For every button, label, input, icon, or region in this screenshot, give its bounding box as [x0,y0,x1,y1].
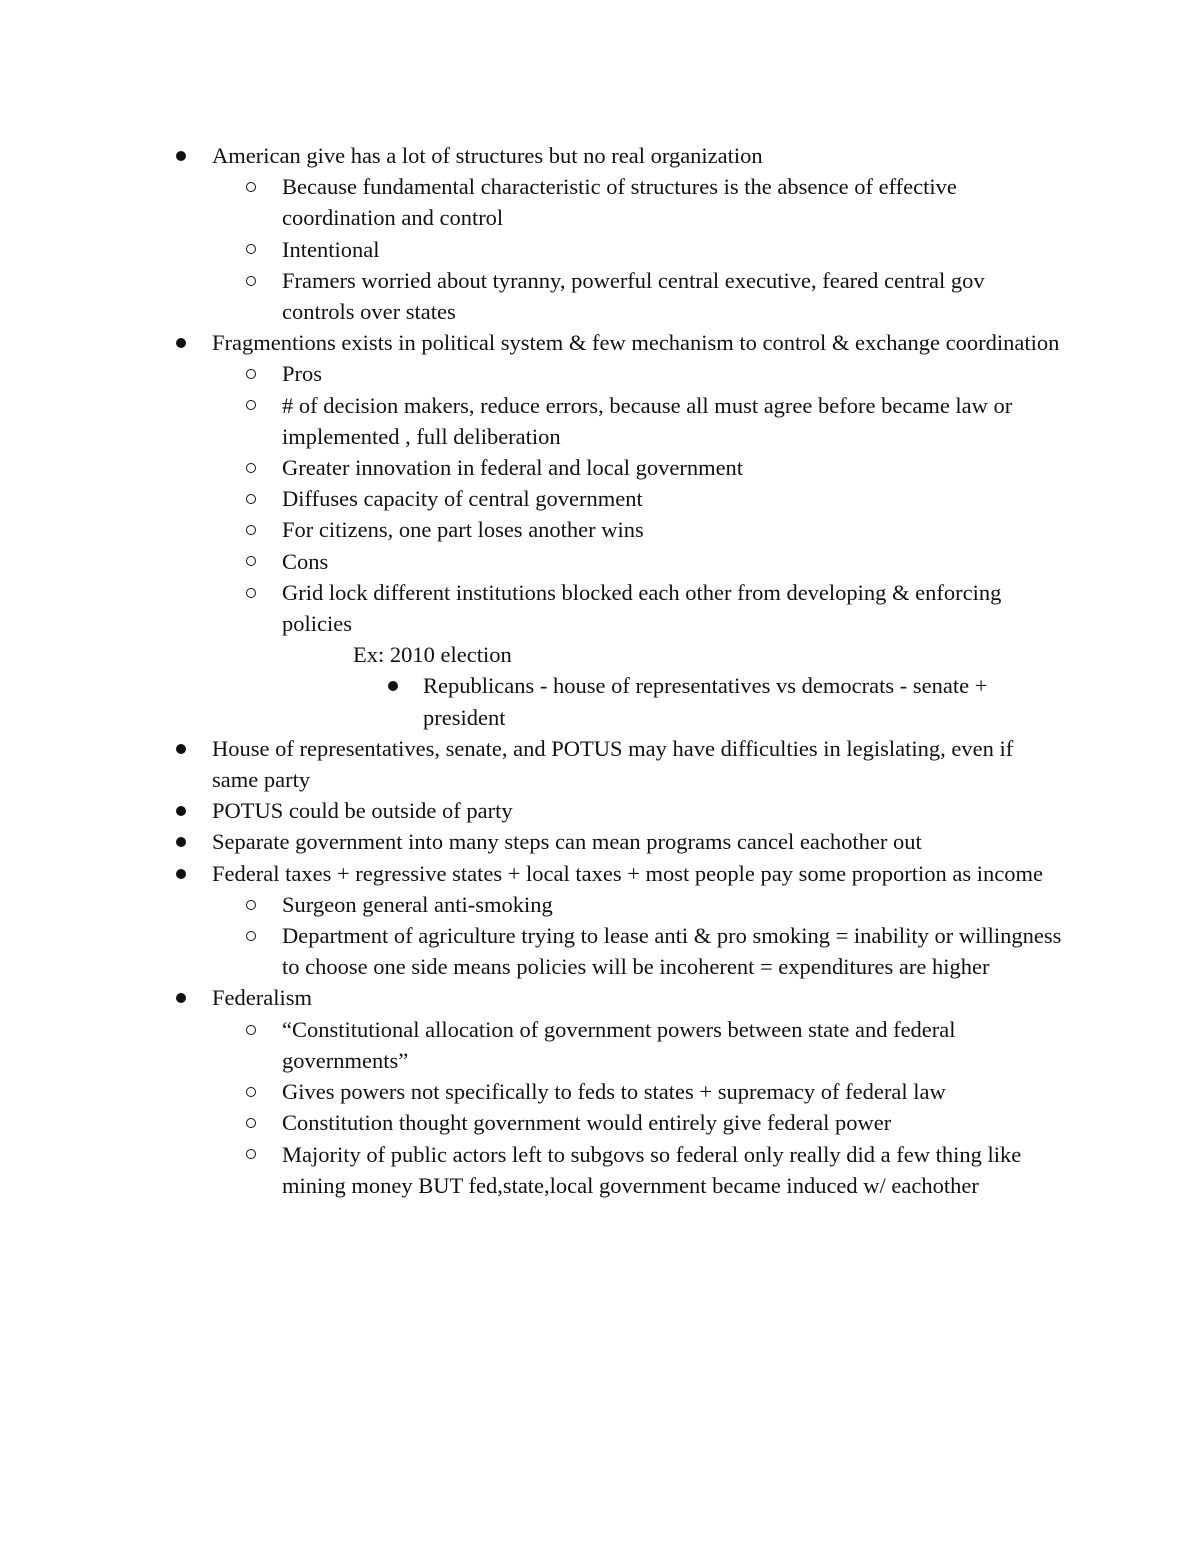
hollow-bullet-icon [246,514,256,545]
list-item-text: Majority of public actors left to subgovs so federal only really did a few thing like mining money BUT fed,state,local government became induced w/ eachother [282,1141,1022,1198]
filled-bullet-icon [176,982,186,1013]
filled-bullet-icon [176,826,186,857]
list-item [0,358,1062,389]
list-item [0,171,1062,233]
notes-list [0,140,1200,1201]
list-item-text: Department of agriculture trying to lease anti & pro smoking = inability or willingness to choose one side means policies will be incoherent = expenditures are higher [282,923,1062,980]
filled-bullet-icon [176,795,186,826]
list-item-text: Surgeon general anti-smoking [282,891,553,917]
list-item [0,826,1062,857]
list-item-text: # of decision makers, reduce errors, because all must agree before became law or implemented , full deliberation [282,392,1013,449]
list-item [0,982,1062,1013]
hollow-bullet-icon [246,358,256,389]
list-item [0,265,1062,327]
hollow-bullet-icon [246,577,256,608]
hollow-bullet-icon [246,1107,256,1138]
list-item-text: Pros [282,361,323,387]
list-item [0,546,1062,577]
list-item [0,1107,1062,1138]
hollow-bullet-icon [246,889,256,920]
list-item-text: Gives powers not specifically to feds to states + supremacy of federal law [282,1079,946,1105]
hollow-bullet-icon [246,265,256,296]
list-item [0,140,1062,171]
filled-bullet-icon [388,670,398,701]
hollow-bullet-icon [246,1076,256,1107]
list-item [0,920,1062,982]
list-item [0,670,1063,732]
list-item [0,858,1062,889]
hollow-bullet-icon [246,546,256,577]
list-item [0,889,1062,920]
list-item-text: Framers worried about tyranny, powerful central executive, feared central gov controls over states [282,267,985,325]
hollow-bullet-icon [246,171,256,202]
list-item-text: American give has a lot of structures but no real organization [212,143,763,168]
list-item-text: POTUS could be outside of party [212,798,513,824]
list-item [0,483,1062,514]
list-item [0,1014,1062,1076]
list-item [0,234,1062,265]
list-item-text: Ex: 2010 election [353,642,512,668]
list-item [0,452,1062,483]
list-item [0,1076,1062,1107]
list-item-text: “Constitutional allocation of government powers between state and federal governments” [282,1016,956,1073]
list-item [0,733,1062,795]
filled-bullet-icon [176,140,186,171]
list-item-text: Because fundamental characteristic of structures is the absence of effective coordination and control [282,174,957,231]
list-item [0,577,1062,639]
list-item [0,639,1053,670]
list-item-text: Republicans - house of representatives vs democrats - senate + president [423,673,988,730]
list-item-text: Intentional [282,236,380,262]
list-item-text: Greater innovation in federal and local government [282,455,744,481]
hollow-bullet-icon [246,483,256,514]
list-item [0,514,1062,545]
hollow-bullet-icon [246,1139,256,1170]
list-item [0,327,1062,358]
hollow-bullet-icon [246,1014,256,1045]
hollow-bullet-icon [246,390,256,421]
list-item-text: Federal taxes + regressive states + local taxes + most people pay some proportion as income [212,860,1043,886]
filled-bullet-icon [176,733,186,764]
list-item [0,390,1062,452]
list-item-text: Constitution thought government would entirely give federal power [282,1110,892,1136]
filled-bullet-icon [176,858,186,889]
list-item-text: Diffuses capacity of central government [282,486,643,512]
hollow-bullet-icon [246,920,256,951]
list-item-text: Separate government into many steps can mean programs cancel eachother out [212,829,922,855]
hollow-bullet-icon [246,452,256,483]
list-item-text: Grid lock different institutions blocked each other from developing & enforcing policies [282,579,1002,637]
list-item [0,795,1062,826]
list-item-text: Fragmentions exists in political system & few mechanism to control & exchange coordination [212,330,1060,356]
list-item-text: Federalism [212,985,312,1011]
filled-bullet-icon [176,327,186,358]
list-item-text: Cons [282,548,329,574]
hollow-bullet-icon [246,234,256,265]
list-item-text: House of representatives, senate, and POTUS may have difficulties in legislating, even if same party [212,735,1014,793]
list-item-text: For citizens, one part loses another wins [282,517,644,543]
list-item [0,1139,1062,1201]
